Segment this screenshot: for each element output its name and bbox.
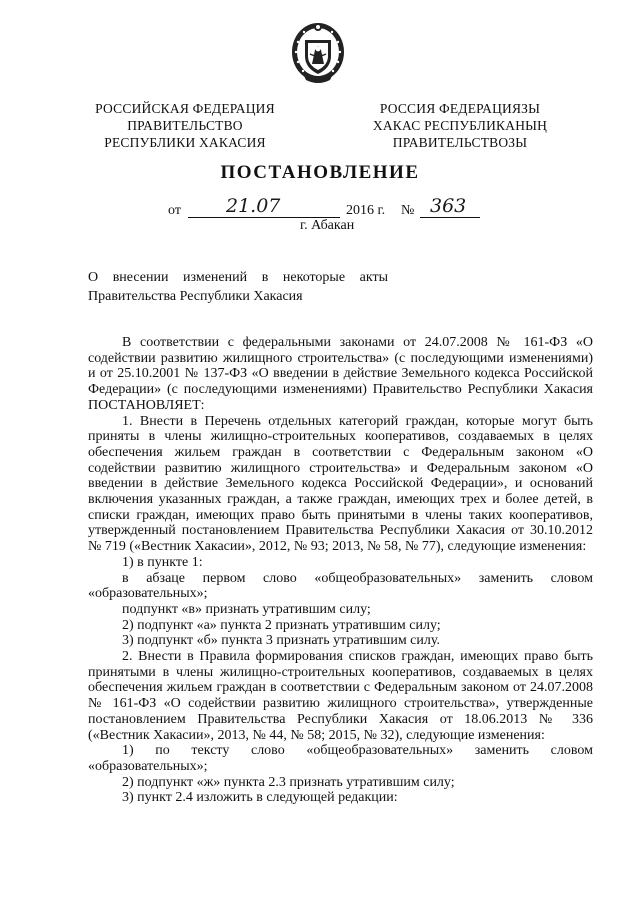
body-subitem: 3) подпункт «б» пункта 3 признать утратившим силу. — [122, 633, 440, 649]
date-prefix: от — [168, 203, 181, 218]
city-label: г. Абакан — [300, 218, 355, 233]
year-label: 2016 г. — [346, 203, 386, 218]
body-subitem: 1) в пункте 1: — [122, 554, 203, 570]
coat-of-arms-khakassia-icon — [290, 20, 346, 86]
body-paragraph-1: 1. Внести в Перечень отдельных категорий граждан, которые могут быть приняты в члены жилищно-строительных кооперативов, создаваемых в целях обеспечения жильем граждан в соответствии с Федеральным законом «О содействии развитию жилищного строительства» и Федеральным законом «О введении в действие Земельного кодекса Российской Федерации», и оснований включения указанных граждан, а также граждан, имеющих трех и более детей, в списки граждан, имеющих право быть принятыми в члены таких кооперативов, утвержденный постановлением Правительства Республики Хакасия от 30.10.2012 № 719 («Вестник Хакасии», 2012, № 93; 2013, № 58, № 77), следующие изменения: — [88, 413, 593, 555]
body-subitem: 2) подпункт «а» пункта 2 признать утратившим силу; — [122, 617, 441, 633]
body-subitem: 1) по тексту слово «общеобразовательных» заменить словом — [122, 743, 593, 759]
document-subject — [88, 268, 388, 306]
document-body — [88, 335, 593, 806]
handwritten-date: 21.07 — [226, 195, 281, 217]
body-subitem: в абзаце первом слово «общеобразовательных» заменить словом — [122, 570, 593, 586]
header-left-line: РЕСПУБЛИКИ ХАКАСИЯ — [104, 135, 266, 150]
document-type-title: ПОСТАНОВЛЕНИЕ — [220, 162, 420, 183]
body-subitem: 3) пункт 2.4 изложить в следующей редакции: — [122, 790, 398, 806]
header-right-line: ХАКАС РЕСПУБЛИКАНЫҢ — [372, 118, 548, 133]
body-subitem: «образовательных»; — [88, 758, 208, 774]
header-left-block — [80, 100, 290, 151]
header-right-block — [350, 100, 570, 151]
header-right-line: ПРАВИТЕЛЬСТВОЗЫ — [392, 135, 528, 150]
header-right-line: РОССИЯ ФЕДЕРАЦИЯЗЫ — [379, 101, 541, 116]
header-left-line: ПРАВИТЕЛЬСТВО — [127, 118, 243, 133]
number-label: № — [401, 203, 415, 218]
handwritten-number: 363 — [430, 195, 467, 217]
body-subitem: 2) подпункт «ж» пункта 2.3 признать утратившим силу; — [122, 774, 455, 790]
body-preamble: В соответствии с федеральными законами от 24.07.2008 № 161-ФЗ «О содействии развитию жилищного строительства» (с последующими изменениями) и от 25.10.2001 № 137-ФЗ «О введении в действие Земельного кодекса Российской Федерации» (с последующими изменениями) Правительство Республики Хакасия ПОСТАНОВЛЯЕТ: — [88, 335, 593, 413]
body-paragraph-2: 2. Внести в Правила формирования списков граждан, имеющих право быть принятыми в члены жилищно-строительных кооперативов, создаваемых в целях обеспечения жильем граждан в соответствии с Федеральным законом от 24.07.2008 № 161-ФЗ «О содействии развитию жилищного строительства», утвержденные постановлением Правительства Республики Хакасия от 18.06.2013 № 336 («Вестник Хакасии», 2013, № 44, № 58; 2015, № 32), следующие изменения: — [88, 649, 593, 743]
subject-line: О внесении изменений в некоторые акты — [88, 270, 388, 285]
body-subitem: подпункт «в» признать утратившим силу; — [122, 601, 371, 617]
header-left-line: РОССИЙСКАЯ ФЕДЕРАЦИЯ — [95, 101, 275, 116]
subject-line: Правительства Республики Хакасия — [88, 289, 303, 304]
body-subitem: «образовательных»; — [88, 586, 208, 602]
number-underline — [420, 217, 480, 218]
